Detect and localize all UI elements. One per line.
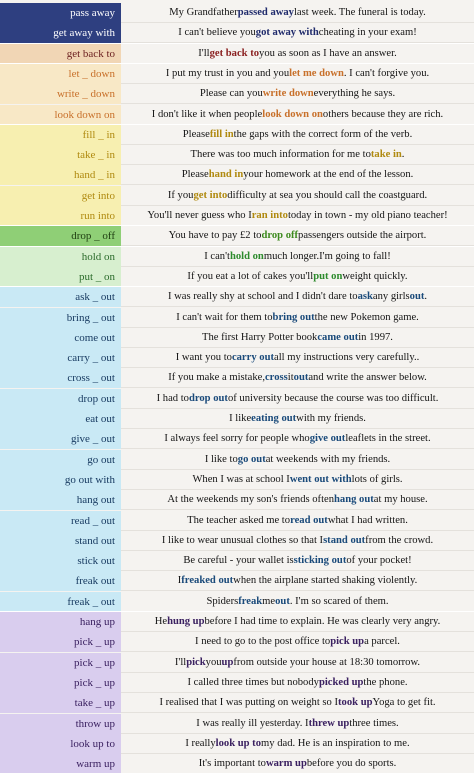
highlighted-verb: took up [338, 697, 373, 709]
sentence-text: I want you to [175, 352, 232, 364]
sentence-text: what I had written. [327, 514, 408, 526]
phrasal-verb: hang out [0, 490, 121, 510]
example-sentence [121, 64, 474, 84]
example-sentence [121, 328, 474, 348]
phrasal-verb: stand out [0, 531, 121, 551]
sentence-text: I put my trust in you and you [165, 67, 290, 79]
phrasal-verb-row [0, 64, 474, 84]
phrasal-verb-row [0, 693, 474, 713]
phrasal-verb-row [0, 125, 474, 145]
sentence-text: from the crowd. [365, 534, 434, 546]
highlighted-verb: up [221, 656, 234, 668]
sentence-text: me [262, 595, 276, 607]
phrasal-verb-row [0, 531, 474, 551]
phrasal-verb-row [0, 754, 474, 774]
highlighted-verb: got away with [255, 27, 319, 39]
highlighted-verb: freak [238, 595, 263, 607]
phrasal-verb: freak _ out [0, 592, 121, 612]
phrasal-verb-row [0, 267, 474, 287]
sentence-text: before you do sports. [306, 758, 397, 770]
sentence-text: others because they are rich. [322, 108, 444, 120]
phrasal-verb: let _ down [0, 64, 121, 84]
phrasal-verb: look down on [0, 105, 121, 125]
phrasal-verb: go out with [0, 470, 121, 490]
sentence-text: your homework at the end of the lesson. [243, 169, 414, 181]
sentence-text: last week. The funeral is today. [293, 7, 426, 18]
highlighted-verb: drop out [188, 392, 228, 404]
sentence-text: You have to pay £2 to [168, 230, 262, 242]
phrasal-verb: drop _ off [0, 226, 121, 246]
highlighted-verb: passed away [237, 7, 294, 18]
phrasal-verb-row [0, 328, 474, 348]
example-sentence [121, 308, 474, 328]
phrasal-verb: hand _ in [0, 165, 121, 185]
sentence-text: Be careful - your wallet is [183, 555, 294, 567]
sentence-text: it [287, 372, 294, 384]
example-sentence [121, 470, 474, 490]
phrasal-verb-row [0, 612, 474, 632]
sentence-text: at my house. [373, 494, 428, 506]
phrasal-verb-row [0, 226, 474, 246]
sentence-text: I called three times but nobody [187, 676, 319, 688]
sentence-text: I was really ill yesterday. I [196, 717, 309, 729]
phrasal-verb: pick _ up [0, 673, 121, 693]
example-sentence [121, 754, 474, 774]
sentence-text: The first Harry Potter book [202, 331, 318, 343]
sentence-text: Yoga to get fit. [372, 697, 436, 709]
sentence-text: leaflets in the street. [345, 433, 431, 445]
sentence-text: you as soon as I have an answer. [259, 47, 397, 59]
phrasal-verb: come out [0, 328, 121, 348]
sentence-text: at weekends with my friends. [265, 453, 391, 465]
highlighted-verb: out [275, 595, 290, 607]
phrasal-verb: hang up [0, 612, 121, 632]
sentence-text: of university because the course was too difficult. [227, 392, 439, 404]
sentence-text: any girls [372, 291, 410, 303]
phrasal-verb-row [0, 389, 474, 409]
phrasal-verb: run into [0, 206, 121, 226]
phrasal-verb: ask _ out [0, 287, 121, 307]
highlighted-verb: stand out [323, 534, 366, 546]
phrasal-verb-row [0, 287, 474, 307]
sentence-text: before I had time to explain. He was clearly very angry. [204, 616, 441, 627]
sentence-text: I don't like it when people [151, 108, 263, 120]
phrasal-verb-row [0, 3, 474, 23]
phrasal-verb-row [0, 409, 474, 429]
sentence-text: I'll [198, 47, 210, 59]
sentence-text: I can't [204, 250, 230, 262]
example-sentence [121, 734, 474, 754]
example-sentence [121, 450, 474, 470]
phrasal-verb: fill _ in [0, 125, 121, 145]
highlighted-verb: hold on [229, 250, 264, 262]
sentence-text: passengers outside the airport. [298, 230, 427, 242]
phrasal-verb-row [0, 348, 474, 368]
sentence-text: You'll never guess who I [147, 210, 252, 221]
example-sentence [121, 429, 474, 449]
highlighted-verb: hand in [208, 169, 244, 181]
highlighted-verb: pick [186, 656, 206, 668]
sentence-text: If you eat a lot of cakes you'll [187, 270, 314, 282]
phrasal-verb: look up to [0, 734, 121, 754]
highlighted-verb: out [409, 291, 425, 303]
sentence-text: I like to wear unusual clothes so that I [161, 534, 324, 546]
example-sentence [121, 186, 474, 206]
phrasal-verb: take _ in [0, 145, 121, 165]
highlighted-verb: hang out [334, 494, 374, 506]
phrasal-verb: eat out [0, 409, 121, 429]
example-sentence [121, 368, 474, 388]
phrasal-verb: freak out [0, 571, 121, 591]
highlighted-verb: came out [317, 331, 359, 343]
highlighted-verb: sticking out [293, 555, 347, 567]
sentence-text: three times. [349, 717, 399, 729]
phrasal-verb-row [0, 450, 474, 470]
example-sentence [121, 165, 474, 185]
sentence-text: I like to [204, 453, 238, 465]
phrasal-verb: write _ down [0, 84, 121, 104]
example-sentence [121, 551, 474, 571]
sentence-text: Please [181, 169, 209, 181]
highlighted-verb: pick up [330, 636, 365, 648]
highlighted-verb: look up to [215, 737, 262, 749]
example-sentence [121, 511, 474, 531]
sentence-text: when the airplane started shaking violently. [233, 575, 418, 587]
highlighted-verb: went out with [289, 473, 352, 485]
phrasal-verb-row [0, 368, 474, 388]
phrasal-verb-row [0, 206, 474, 226]
highlighted-verb: get into [193, 189, 228, 201]
example-sentence [121, 693, 474, 713]
sentence-text: with my friends. [296, 413, 366, 424]
phrasal-verb-row [0, 247, 474, 267]
example-sentence [121, 531, 474, 551]
sentence-text: the phone. [363, 676, 408, 688]
example-sentence [121, 44, 474, 64]
example-sentence [121, 105, 474, 125]
phrasal-verb-row [0, 673, 474, 693]
example-sentence [121, 409, 474, 429]
sentence-text: cheating in your exam! [318, 27, 417, 39]
highlighted-verb: read out [290, 514, 328, 526]
sentence-text: I can't wait for them to [176, 311, 273, 323]
example-sentence [121, 287, 474, 307]
phrasal-verb: drop out [0, 389, 121, 409]
sentence-text: I always feel sorry for people who [164, 433, 310, 445]
sentence-text: Please [182, 128, 210, 140]
phrasal-verb-row [0, 653, 474, 673]
example-sentence [121, 389, 474, 409]
highlighted-verb: carry out [231, 352, 275, 364]
sentence-text: When I was at school I [192, 473, 290, 485]
phrasal-verb-row [0, 105, 474, 125]
sentence-text: difficulty at sea you should call the coastguard. [227, 189, 428, 201]
sentence-text: I need to go to the post office to [195, 636, 331, 648]
sentence-text: . I can't forgive you. [343, 67, 430, 79]
phrasal-verb-row [0, 511, 474, 531]
sentence-text: The teacher asked me to [187, 514, 291, 526]
sentence-text: If you make a mistake, [168, 372, 265, 384]
phrasal-verb-row [0, 145, 474, 165]
phrasal-verb: warm up [0, 754, 121, 774]
phrasal-verb-row [0, 84, 474, 104]
highlighted-verb: picked up [318, 676, 364, 688]
phrasal-verb: cross _ out [0, 368, 121, 388]
sentence-text: I like [229, 413, 252, 424]
example-sentence [121, 3, 474, 23]
phrasal-verb: get away with [0, 23, 121, 43]
example-sentence [121, 84, 474, 104]
highlighted-verb: get back to [209, 47, 260, 59]
phrasal-verb: carry _ out [0, 348, 121, 368]
sentence-text: I was really shy at school and I didn't dare to [167, 291, 358, 303]
phrasal-verb-row [0, 308, 474, 328]
example-sentence [121, 348, 474, 368]
sentence-text: If you [167, 189, 194, 201]
sentence-text: I really [185, 737, 216, 749]
phrasal-verb: pick _ up [0, 632, 121, 652]
sentence-text: There was too much information for me to [190, 149, 371, 161]
phrasal-verb: pass away [0, 3, 121, 23]
highlighted-verb: freaked out [181, 575, 234, 587]
sentence-text: I [177, 575, 182, 587]
example-sentence [121, 612, 474, 632]
sentence-text: . [424, 291, 428, 303]
sentence-text: my dad. He is an inspiration to me. [261, 737, 410, 749]
highlighted-verb: hung up [167, 616, 205, 627]
sentence-text: Spiders [206, 595, 239, 607]
phrasal-verb-row [0, 470, 474, 490]
example-sentence [121, 226, 474, 246]
sentence-text: I'll [174, 656, 187, 668]
phrasal-verb-row [0, 632, 474, 652]
sentence-text: all my instructions very carefully.. [274, 352, 420, 364]
phrasal-verb-row [0, 551, 474, 571]
highlighted-verb: ask [357, 291, 373, 303]
sentence-text: . [401, 149, 405, 161]
phrasal-verb-row [0, 23, 474, 43]
highlighted-verb: write down [262, 88, 314, 100]
sentence-text: It's important to [198, 758, 266, 770]
example-sentence [121, 490, 474, 510]
highlighted-verb: drop off [261, 230, 299, 242]
highlighted-verb: let me down [289, 67, 344, 79]
example-sentence [121, 267, 474, 287]
sentence-text: I had to [156, 392, 189, 404]
phrasal-verb: go out [0, 450, 121, 470]
highlighted-verb: warm up [265, 758, 307, 770]
sentence-text: I realised that I was putting on weight so I [159, 697, 339, 709]
phrasal-verb: stick out [0, 551, 121, 571]
sentence-text: Please can you [199, 88, 263, 100]
example-sentence [121, 23, 474, 43]
highlighted-verb: ran into [251, 210, 288, 221]
phrasal-verb: get back to [0, 44, 121, 64]
phrasal-verb-row [0, 429, 474, 449]
sentence-text: At the weekends my son's friends often [167, 494, 335, 506]
phrasal-verb: put _ on [0, 267, 121, 287]
sentence-text: and write the answer below. [308, 372, 427, 384]
sentence-text: He [154, 616, 168, 627]
phrasal-verb-row [0, 490, 474, 510]
phrasal-verb: throw up [0, 714, 121, 734]
sentence-text: much longer.I'm going to fall! [263, 250, 391, 262]
sentence-text: a parcel. [364, 636, 400, 648]
highlighted-verb: bring out [272, 311, 315, 323]
example-sentence [121, 571, 474, 591]
sentence-text: My Grandfather [169, 7, 238, 18]
phrasal-verb: take _ up [0, 693, 121, 713]
example-sentence [121, 653, 474, 673]
phrasal-verb-row [0, 186, 474, 206]
highlighted-verb: threw up [308, 717, 350, 729]
sentence-text: lots of girls. [351, 473, 403, 485]
sentence-text: everything he says. [313, 88, 396, 100]
sentence-text: in 1997. [358, 331, 393, 343]
phrasal-verb-row [0, 592, 474, 612]
phrasal-verb: hold on [0, 247, 121, 267]
example-sentence [121, 632, 474, 652]
example-sentence [121, 145, 474, 165]
highlighted-verb: fill in [209, 128, 234, 140]
sentence-text: the new Pokemon game. [314, 311, 419, 323]
phrasal-verb-row [0, 165, 474, 185]
highlighted-verb: take in [370, 149, 402, 161]
highlighted-verb: go out [237, 453, 266, 465]
example-sentence [121, 247, 474, 267]
example-sentence [121, 714, 474, 734]
phrasal-verb: give _ out [0, 429, 121, 449]
sentence-text: of your pocket! [346, 555, 412, 567]
example-sentence [121, 125, 474, 145]
highlighted-verb: put on [313, 270, 343, 282]
sentence-text: the gaps with the correct form of the verb. [233, 128, 413, 140]
phrasal-verb-row [0, 571, 474, 591]
phrasal-verb-row [0, 44, 474, 64]
highlighted-verb: give out [309, 433, 346, 445]
sentence-text: from outside your house at 18:30 tomorrow. [233, 656, 421, 668]
highlighted-verb: look down on [262, 108, 323, 120]
example-sentence [121, 206, 474, 226]
sentence-text: I can't believe you [178, 27, 256, 39]
sentence-text: weight quickly. [342, 270, 408, 282]
example-sentence [121, 592, 474, 612]
phrasal-verb: get into [0, 186, 121, 206]
phrasal-verb-row [0, 734, 474, 754]
highlighted-verb: out [293, 372, 309, 384]
sentence-text: you [205, 656, 222, 668]
highlighted-verb: eating out [251, 413, 297, 424]
sentence-text: today in town - my old piano teacher! [287, 210, 448, 221]
phrasal-verb: pick _ up [0, 653, 121, 673]
sentence-text: . I'm so scared of them. [289, 595, 389, 607]
phrasal-verb-row [0, 714, 474, 734]
example-sentence [121, 673, 474, 693]
phrasal-verb: read _ out [0, 511, 121, 531]
phrasal-verb: bring _ out [0, 308, 121, 328]
highlighted-verb: cross [264, 372, 288, 384]
